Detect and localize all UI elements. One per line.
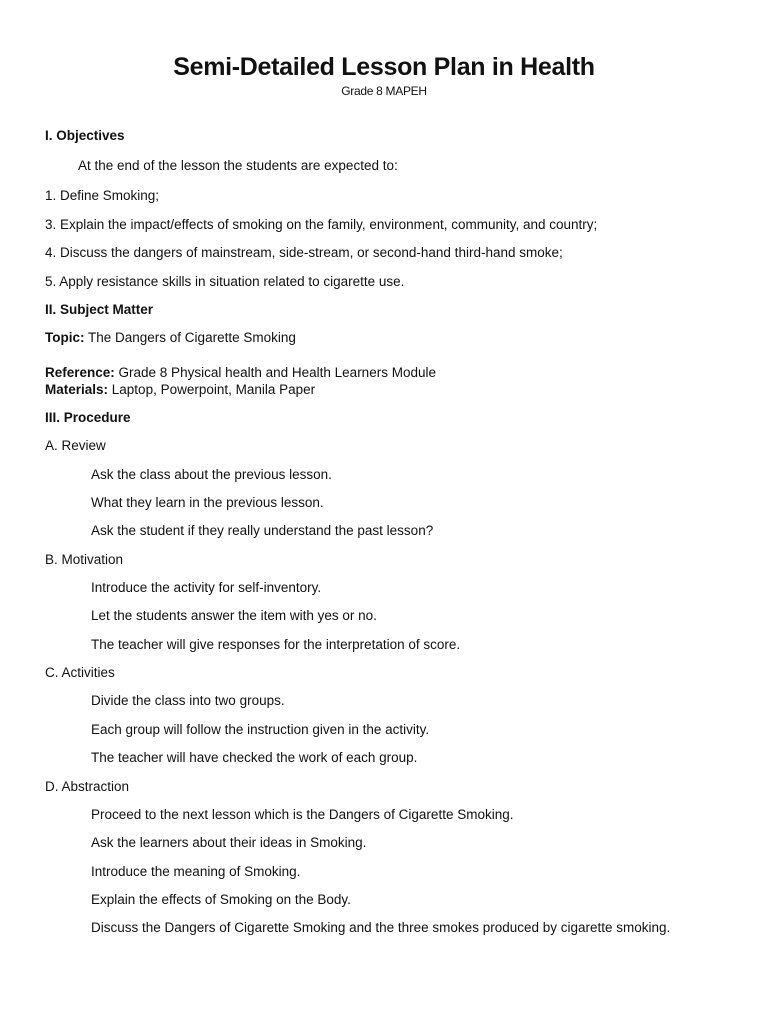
activities-item: Each group will follow the instruction given in the activity. (91, 722, 430, 737)
objective-item: 4. Discuss the dangers of mainstream, side-stream, or second-hand third-hand smoke; (45, 245, 563, 260)
procedure-heading: III. Procedure (45, 410, 131, 425)
subject-matter-heading: II. Subject Matter (45, 302, 154, 317)
objective-item: 1. Define Smoking; (45, 188, 160, 203)
topic-label: Topic: (45, 330, 85, 345)
objectives-heading: I. Objectives (45, 128, 125, 143)
materials-line (45, 381, 315, 398)
abstraction-item: Proceed to the next lesson which is the Dangers of Cigarette Smoking. (91, 807, 514, 822)
abstraction-item: Ask the learners about their ideas in Smoking. (91, 835, 367, 850)
materials-value: Laptop, Powerpoint, Manila Paper (108, 382, 316, 397)
motivation-heading: B. Motivation (45, 552, 124, 567)
abstraction-item: Discuss the Dangers of Cigarette Smoking and the three smokes produced by cigarette smoking. (91, 920, 671, 935)
motivation-item: Introduce the activity for self-inventory. (91, 580, 322, 595)
page-subtitle: Grade 8 MAPEH (341, 84, 427, 98)
topic-line (45, 329, 296, 346)
motivation-item: The teacher will give responses for the interpretation of score. (91, 637, 461, 652)
review-item: What they learn in the previous lesson. (91, 495, 324, 510)
abstraction-item: Explain the effects of Smoking on the Body. (91, 892, 351, 907)
review-item: Ask the student if they really understand the past lesson? (91, 523, 434, 538)
activities-item: Divide the class into two groups. (91, 693, 285, 708)
objective-item: 3. Explain the impact/effects of smoking on the family, environment, community, and country; (45, 217, 598, 232)
review-item: Ask the class about the previous lesson. (91, 467, 332, 482)
reference-line (45, 364, 436, 381)
page-title: Semi-Detailed Lesson Plan in Health (173, 53, 595, 81)
abstraction-heading: D. Abstraction (45, 779, 130, 794)
objective-item: 5. Apply resistance skills in situation related to cigarette use. (45, 274, 405, 289)
objectives-intro: At the end of the lesson the students are expected to: (78, 158, 398, 173)
activities-item: The teacher will have checked the work of each group. (91, 750, 418, 765)
review-heading: A. Review (45, 438, 106, 453)
activities-heading: C. Activities (45, 665, 115, 680)
reference-label: Reference: (45, 365, 115, 380)
reference-value: Grade 8 Physical health and Health Learners Module (114, 365, 436, 380)
materials-label: Materials: (45, 382, 109, 397)
abstraction-item: Introduce the meaning of Smoking. (91, 864, 301, 879)
topic-value: The Dangers of Cigarette Smoking (84, 330, 296, 345)
motivation-item: Let the students answer the item with yes or no. (91, 608, 377, 623)
